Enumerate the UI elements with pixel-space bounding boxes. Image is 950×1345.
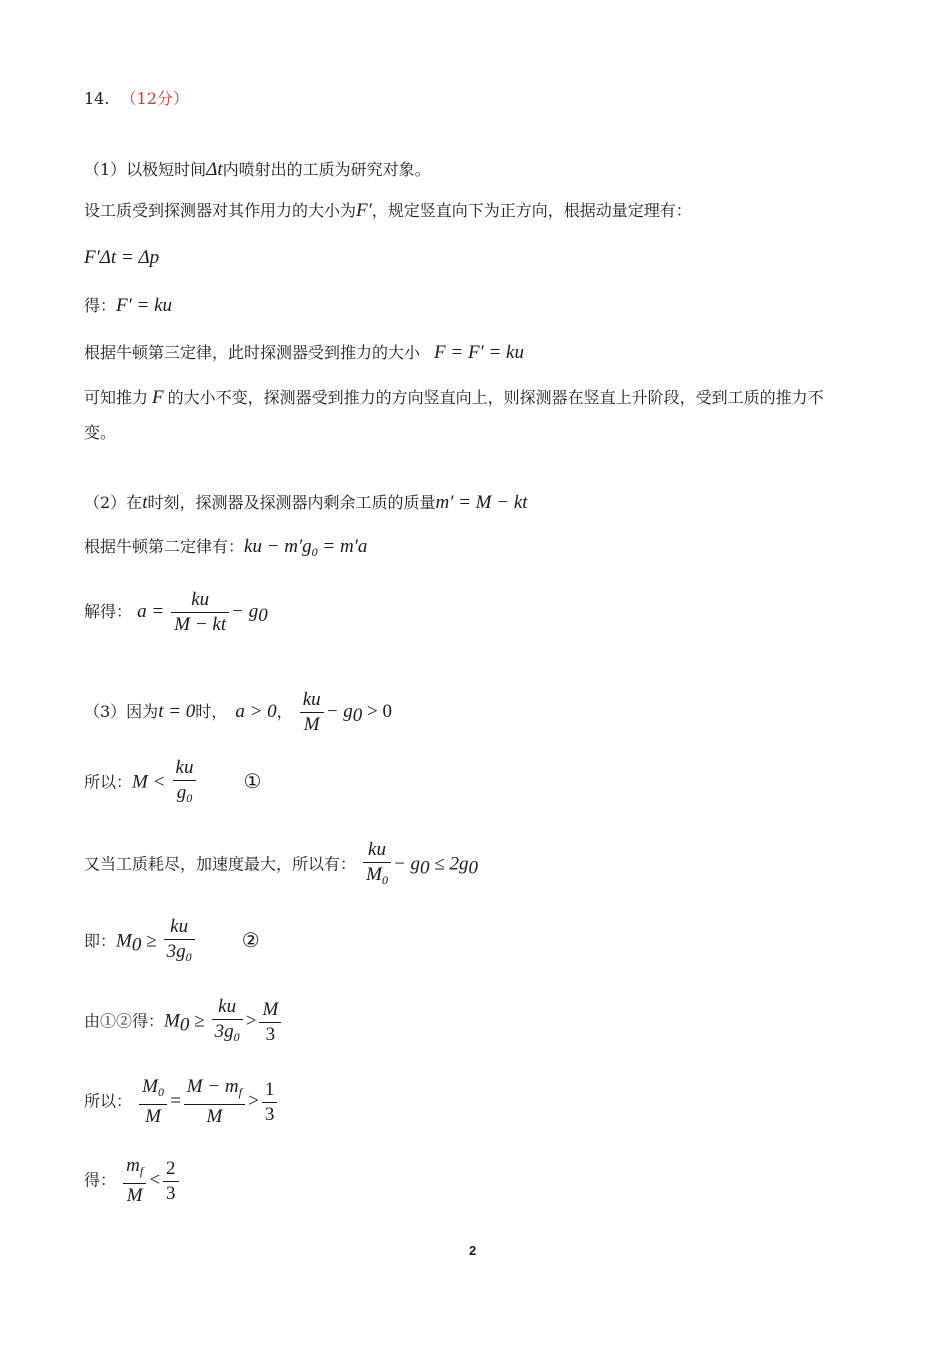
part3-intro-fraction (300, 688, 324, 737)
also-den-base: M (366, 864, 382, 885)
from-lhs: M (164, 1010, 180, 1032)
from-operator: ≥ (189, 1010, 205, 1032)
part3-intro-tail-sub: 0 (352, 705, 363, 726)
momentum-theorem-equation: F′Δt = Δp (84, 247, 160, 268)
final-fraction-1 (123, 1154, 146, 1208)
newton3-equation: F = F′ = ku (434, 342, 524, 363)
final-operator: < (148, 1169, 162, 1191)
newton2-eq-a: ku − m′g (244, 536, 312, 557)
from-den1-base: 3g (214, 1021, 234, 1042)
ie-fraction (164, 915, 195, 969)
also-fraction (363, 838, 391, 892)
final-denominator-1: M (126, 1185, 143, 1206)
part2-intro-text-b: 时刻，探测器及探测器内剩余工质的质量 (147, 493, 436, 512)
part1-intro (84, 159, 431, 181)
so1-numerator: ku (173, 756, 197, 781)
question-number: 14. (84, 89, 110, 108)
part3-so2 (84, 1075, 279, 1129)
also-tail2: ≤ 2g (429, 853, 469, 875)
solve-fraction (171, 588, 229, 637)
part1-conclusion-cont (84, 422, 116, 444)
part3-intro-text-a: （3）因为 (84, 702, 159, 721)
so1-fraction (173, 756, 197, 810)
part1-intro-text-b: 内喷射出的工质为研究对象。 (222, 160, 431, 179)
from-fraction-1 (212, 995, 243, 1049)
so1-denominator (173, 781, 197, 810)
so2-num2-sub: f (238, 1085, 242, 1099)
part2-newton2 (84, 536, 367, 563)
circle-one-mark: ① (243, 768, 262, 793)
newton3-text: 根据牛顿第三定律，此时探测器受到推力的大小 (84, 343, 421, 362)
also-tail2-sub: 0 (468, 857, 478, 879)
so1-den-sub: 0 (186, 791, 193, 805)
solve-lhs: a = (137, 601, 165, 622)
conclusion-text-c: 变。 (84, 423, 117, 442)
also-denominator (363, 863, 391, 892)
so2-num1-base: M (142, 1076, 158, 1097)
solve-denominator: M − kt (174, 614, 227, 635)
conclusion-text-b: 的大小不变，探测器受到推力的方向竖直向上，则探测器在竖直上升阶段，受到工质的推力不 (167, 388, 824, 407)
so2-denominator-3: 3 (264, 1103, 275, 1125)
from-lhs-sub: 0 (179, 1014, 190, 1036)
part1-conclusion (84, 387, 824, 409)
so1-den-base: g (176, 782, 187, 803)
final-label: 得： (84, 1170, 117, 1190)
part1-intro-text-a: （1）以极短时间 (84, 160, 207, 179)
part2-solve (84, 588, 268, 637)
so2-fraction-3 (262, 1078, 278, 1127)
part3-condition-a: a > 0 (235, 701, 277, 722)
from-denominator-1 (212, 1020, 243, 1049)
part3-intro (84, 688, 392, 737)
page-number: 2 (469, 1243, 477, 1258)
so2-num1-sub: 0 (157, 1085, 164, 1099)
so2-operator-2: > (246, 1090, 260, 1112)
part3-intro-tail: − g (325, 701, 353, 722)
part3-intro-text-b: 时， (195, 702, 228, 721)
newton2-equation (244, 536, 367, 557)
also-den-sub: 0 (381, 873, 388, 887)
so2-fraction-2 (184, 1075, 245, 1129)
final-num1-base: m (126, 1155, 140, 1176)
part3-also (84, 838, 478, 892)
part3-comma: ， (276, 702, 293, 721)
also-text: 又当工质耗尽，加速度最大，所以有： (84, 854, 357, 874)
result-equation: F′ = ku (116, 295, 173, 316)
newton2-eq-b: = m′a (317, 536, 368, 557)
also-tail: − g (392, 853, 421, 875)
part3-from (84, 995, 283, 1049)
part1-intro-symbol: Δt (206, 159, 223, 180)
conclusion-symbol: F (152, 387, 164, 408)
from-denominator-2: 3 (265, 1023, 276, 1045)
part3-so1 (84, 756, 261, 810)
ie-lhs-sub: 0 (131, 934, 142, 956)
part3-ie (84, 915, 260, 969)
so2-denominator-2: M (206, 1106, 223, 1127)
final-num1-sub: f (139, 1164, 144, 1178)
mass-equation: m′ = M − kt (435, 492, 528, 513)
solve-tail-sub: 0 (258, 605, 268, 626)
part2-intro-symbol: t (142, 492, 148, 513)
part3-final (84, 1154, 181, 1208)
also-numerator: ku (363, 838, 391, 863)
from-numerator-1: ku (212, 995, 243, 1020)
part1-assume (84, 200, 692, 222)
final-fraction-2 (163, 1157, 179, 1206)
so1-lhs: M < (132, 771, 166, 793)
from-fraction-2 (259, 998, 281, 1047)
question-score: （12分） (120, 89, 189, 108)
from-numerator-2: M (259, 998, 281, 1023)
part3-intro-tail2: > 0 (362, 701, 392, 722)
ie-denominator (164, 940, 195, 969)
so2-num2-base: M − m (186, 1076, 239, 1097)
circle-two-mark: ② (241, 927, 260, 952)
part2-intro (84, 492, 528, 514)
solve-tail: − g (231, 601, 259, 622)
newton2-eq-sub: 0 (311, 545, 318, 559)
part1-assume-text-a: 设工质受到探测器对其作用力的大小为 (84, 201, 357, 220)
ie-lhs: M (116, 930, 132, 952)
solve-label: 解得： (84, 602, 133, 621)
part1-eq-momentum (84, 247, 159, 269)
conclusion-text-a: 可知推力 (84, 388, 149, 407)
part1-assume-symbol: F′ (356, 200, 372, 221)
part1-assume-text-b: ，规定竖直向下为正方向，根据动量定理有： (371, 201, 692, 220)
from-den1-sub: 0 (233, 1030, 240, 1044)
so2-fraction-1 (139, 1075, 167, 1129)
final-numerator-2: 2 (163, 1157, 179, 1182)
part3-intro-denominator: M (303, 714, 320, 735)
part1-newton3 (84, 342, 524, 364)
part2-intro-text-a: （2）在 (84, 493, 143, 512)
result-label: 得： (84, 296, 117, 315)
ie-label: 即： (84, 931, 117, 951)
part1-result (84, 295, 172, 317)
ie-numerator: ku (164, 915, 195, 940)
ie-den-sub: 0 (185, 950, 192, 964)
so2-denominator-1: M (145, 1106, 161, 1127)
so1-label: 所以： (84, 772, 133, 792)
from-label: 由①②得： (84, 1011, 165, 1031)
so2-label: 所以： (84, 1091, 133, 1111)
final-denominator-2: 3 (166, 1182, 176, 1204)
from-operator-2: > (244, 1010, 258, 1032)
question-heading (84, 88, 189, 110)
ie-operator: ≥ (141, 930, 157, 952)
part3-intro-numerator: ku (300, 688, 324, 713)
solve-numerator: ku (171, 588, 229, 613)
final-numerator-1 (123, 1154, 146, 1184)
also-tail-sub: 0 (420, 857, 430, 879)
so2-numerator-2 (184, 1075, 245, 1105)
newton2-text: 根据牛顿第二定律有： (84, 537, 245, 556)
so2-numerator-3: 1 (262, 1078, 278, 1103)
part3-condition-t: t = 0 (158, 701, 196, 722)
so2-numerator-1 (139, 1075, 167, 1105)
ie-den-base: 3g (166, 941, 186, 962)
so2-operator-1: = (168, 1090, 182, 1112)
